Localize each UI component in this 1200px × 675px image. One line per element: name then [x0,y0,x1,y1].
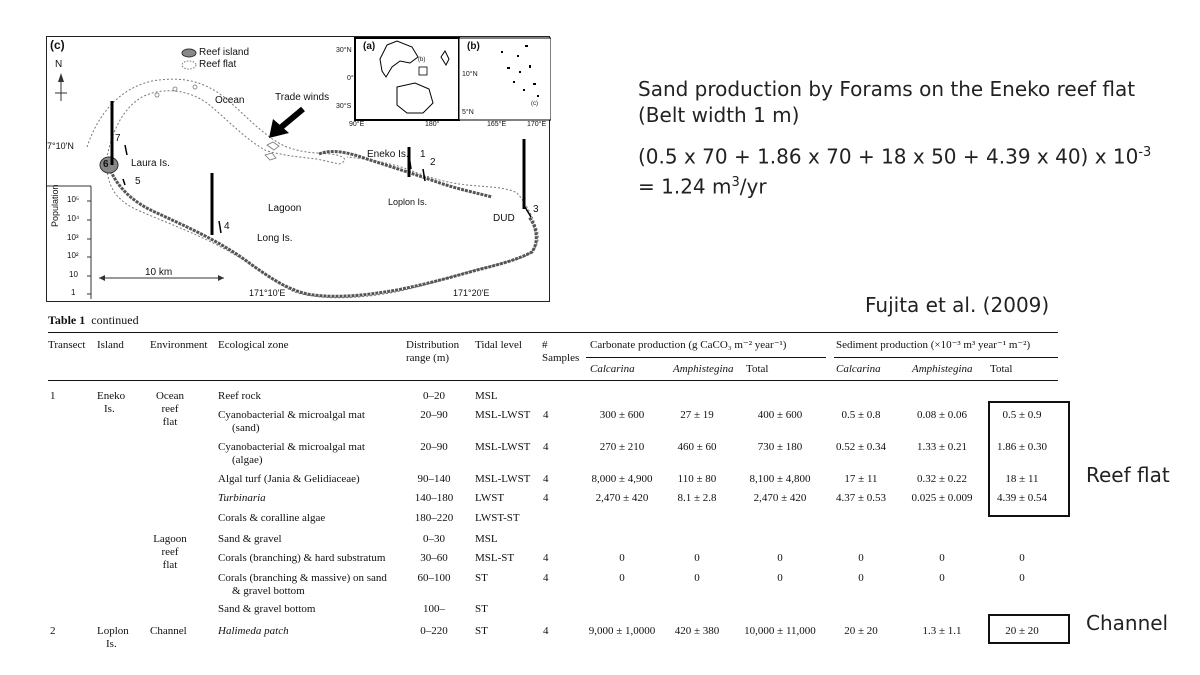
legend-flat-swatch [182,61,196,69]
sed-amphistegina-cell: 1.33 ± 0.21 [916,441,968,453]
header-carb-amphistegina: Amphistegina [673,363,734,375]
pop-tick: 10 [69,270,78,279]
samples-cell: 4 [543,572,549,584]
samples-cell: 4 [543,441,549,453]
zone-cell-2: (algae) [232,454,263,466]
header-carb-total: Total [746,363,769,375]
sed-calcarina-cell: 0.5 ± 0.8 [841,409,881,421]
range-cell: 180–220 [414,512,454,524]
formula-main: (0.5 x 70 + 1.86 x 70 + 18 x 50 + 4.39 x 40) x 10 [638,144,1139,169]
laura-label: Laura Is. [131,158,170,169]
tidal-cell: MSL-LWST [475,441,531,453]
transect-4-label: 4 [224,221,230,232]
inset-b-lat: 5°N [462,109,474,116]
inset-b-label: (b) [467,41,480,52]
ocean-label: Ocean [215,95,245,106]
inset-b-lon: 170°E [527,121,547,128]
inset-a-lat: 0° [347,75,354,82]
tidal-cell: MSL [475,390,498,402]
carb-total-cell: 730 ± 180 [757,441,803,453]
range-cell: 0–20 [423,390,445,402]
result-tail: /yr [739,174,767,199]
inset-a-b-marker: (b) [418,57,426,63]
pop-tick: 10⁴ [67,214,80,223]
transect-3-label: 3 [533,204,539,215]
zone-cell: Corals (branching) & hard substratum [218,552,386,564]
formula-line [638,140,1151,170]
result-main: = 1.24 m [638,174,732,199]
inset-b-c-marker: (c) [531,101,538,107]
zone-cell: Halimeda patch [218,625,289,637]
sed-total-cell: 20 ± 20 [1005,625,1039,637]
tidal-cell: MSL-ST [475,552,515,564]
carb-amphistegina-cell: 27 ± 19 [680,409,714,421]
citation: Fujita et al. (2009) [865,293,1050,317]
latitude-label: 7°10'N [47,141,74,151]
env-ocean-3: flat [162,416,178,428]
range-cell: 100– [423,603,445,615]
range-cell: 20–90 [420,409,448,421]
tidal-cell: LWST-ST [475,512,520,524]
sed-total-cell: 0 [1019,552,1025,564]
inset-a-label: (a) [363,41,376,52]
legend-flat-label: Reef flat [199,59,237,70]
legend-island-label: Reef island [199,47,250,58]
tidal-cell: MSL-LWST [475,473,531,485]
carb-calcarina-cell: 0 [619,552,625,564]
header-sediment: Sediment production (×10⁻³ m³ year⁻¹ m⁻²) [836,339,1031,351]
table-title-bold: Table 1 [48,313,86,327]
slide-formula [638,140,1151,199]
pop-tick: 1 [71,288,76,297]
panel-c-label: (c) [50,38,65,52]
header-sed-total: Total [990,363,1013,375]
lon-label-1: 171°10'E [249,288,286,298]
island-eneko: Eneko [97,390,126,402]
zone-cell: Reef rock [218,390,262,402]
sed-amphistegina-cell: 0.025 ± 0.009 [911,492,973,504]
table-title-rest: continued [91,313,139,327]
range-cell: 60–100 [417,572,451,584]
tidal-cell: ST [475,572,488,584]
transect-6-label: 6 [103,159,109,170]
header-zone: Ecological zone [218,339,289,351]
inset-b-lon: 165°E [487,121,507,128]
trade-winds-label: Trade winds [275,92,330,103]
carb-amphistegina-cell: 8.1 ± 2.8 [677,492,717,504]
carb-calcarina-cell: 2,470 ± 420 [595,492,649,504]
inset-a-lat: 30°N [336,47,352,54]
carb-amphistegina-cell: 420 ± 380 [674,625,720,637]
carb-total-cell: 10,000 ± 11,000 [744,625,816,637]
carb-total-cell: 400 ± 600 [757,409,803,421]
env-lagoon: Lagoon [153,533,187,545]
header-environment: Environment [150,339,208,351]
zone-cell: Cyanobacterial & microalgal mat [218,441,365,453]
table-rule-head [48,380,1058,381]
table-title [48,313,139,328]
sed-total-cell: 18 ± 11 [1005,473,1039,485]
sed-total-cell: 0.5 ± 0.9 [1002,409,1042,421]
env-lagoon-2: reef [161,546,179,558]
table-rule-top [48,332,1058,333]
samples-cell: 4 [543,552,549,564]
carb-calcarina-cell: 270 ± 210 [599,441,645,453]
carb-amphistegina-cell: 110 ± 80 [677,473,717,485]
env-ocean: Ocean [155,390,185,402]
island-loplon-2: Is. [106,638,117,650]
samples-cell: 4 [543,625,549,637]
env-ocean-2: reef [161,403,179,415]
header-carbonate: Carbonate production (g CaCO₃ m⁻² year⁻¹) [590,339,787,351]
legend-island-swatch [182,49,196,57]
samples-cell: 4 [543,473,549,485]
sed-calcarina-cell: 0.52 ± 0.34 [835,441,887,453]
sed-calcarina-cell: 0 [858,572,864,584]
sed-calcarina-cell: 0 [858,552,864,564]
pop-tick: 10³ [67,233,79,242]
pop-tick: 10² [67,251,79,260]
reef-flat-side-label: Reef flat [1086,463,1170,487]
carb-amphistegina-cell: 0 [694,552,700,564]
zone-cell: Sand & gravel [218,533,282,545]
heading-line-2: (Belt width 1 m) [638,103,800,127]
range-cell: 140–180 [414,492,454,504]
lagoon-label: Lagoon [268,203,302,214]
channel-side-label: Channel [1086,611,1169,635]
sed-amphistegina-cell: 0 [939,572,945,584]
range-cell: 0–30 [423,533,445,545]
reef-flat-highlight-box [988,401,1070,517]
zone-cell: Algal turf (Jania & Gelidiaceae) [218,473,360,485]
sed-total-cell: 4.39 ± 0.54 [996,492,1048,504]
sed-calcarina-cell: 17 ± 11 [844,473,878,485]
sed-amphistegina-cell: 0 [939,552,945,564]
header-range-1: Distribution [406,339,460,351]
tidal-cell: ST [475,625,488,637]
carb-total-cell: 8,100 ± 4,800 [749,473,811,485]
inset-a-lon: 180° [425,121,440,128]
sed-amphistegina-cell: 1.3 ± 1.1 [922,625,962,637]
transect-7-label: 7 [115,133,121,144]
zone-cell-2: & gravel bottom [232,585,305,597]
header-carb-calcarina: Calcarina [590,363,635,375]
carb-total-cell: 0 [777,552,783,564]
header-transect: Transect [48,339,86,351]
pop-tick: 10⁵ [67,195,80,204]
range-cell: 90–140 [417,473,451,485]
zone-cell: Corals & coralline algae [218,512,326,524]
inset-a-lon: 90°E [349,121,365,128]
long-island-label: Long Is. [257,233,293,244]
carb-calcarina-cell: 300 ± 600 [599,409,645,421]
tidal-cell: MSL [475,533,498,545]
reef-island-chain [109,167,536,296]
tidal-cell: LWST [475,492,505,504]
carb-total-cell: 0 [777,572,783,584]
eneko-label: Eneko Is. [367,149,409,160]
transect-1-label: 1 [420,149,426,160]
transect-1: 1 [50,390,56,402]
range-cell: 0–220 [420,625,448,637]
sed-calcarina-cell: 20 ± 20 [844,625,878,637]
header-samples-2: Samples [542,352,580,364]
samples-cell: 4 [543,409,549,421]
header-sed-amphistegina: Amphistegina [912,363,973,375]
samples-cell: 4 [543,492,549,504]
result-line [638,170,1151,200]
carb-calcarina-cell: 0 [619,572,625,584]
zone-cell-2: (sand) [232,422,260,434]
carb-amphistegina-cell: 460 ± 60 [677,441,717,453]
env-lagoon-3: flat [162,559,178,571]
loplon-label: Loplon Is. [388,197,428,207]
sed-total-cell: 1.86 ± 0.30 [996,441,1048,453]
env-channel: Channel [150,625,187,637]
island-loplon: Loplon [97,625,129,637]
result-exponent: 3 [731,174,740,190]
zone-cell: Sand & gravel bottom [218,603,316,615]
range-cell: 30–60 [420,552,448,564]
carb-calcarina-cell: 8,000 ± 4,900 [591,473,653,485]
zone-cell: Corals (branching & massive) on sand [218,572,387,584]
north-label: N [55,59,63,70]
carb-total-cell: 2,470 ± 420 [753,492,807,504]
header-samples-1: # [542,339,548,351]
sed-amphistegina-cell: 0.08 ± 0.06 [916,409,968,421]
header-island: Island [97,339,124,351]
tidal-cell: ST [475,603,488,615]
header-sed-calcarina: Calcarina [836,363,881,375]
zone-cell: Turbinaria [218,492,266,504]
lon-label-2: 171°20'E [453,288,490,298]
scale-label: 10 km [145,267,173,278]
inset-b-lat: 10°N [462,71,478,78]
trade-winds-arrow [279,109,303,129]
heading-line-1: Sand production by Forams on the Eneko reef flat [638,77,1136,101]
zone-cell: Cyanobacterial & microalgal mat [218,409,365,421]
inset-a-lat: 30°S [336,103,352,110]
table-rule-sed [834,357,1058,358]
carb-calcarina-cell: 9,000 ± 1,0000 [588,625,656,637]
sed-calcarina-cell: 4.37 ± 0.53 [835,492,887,504]
transect-5-label: 5 [135,176,141,187]
table-rule-carb [586,357,826,358]
channel-highlight-box [988,614,1070,644]
sed-amphistegina-cell: 0.32 ± 0.22 [916,473,968,485]
transect-2: 2 [50,625,56,637]
population-axis-label: Population [50,184,60,227]
transect-2-label: 2 [430,157,436,168]
island-eneko-2: Is. [104,403,115,415]
tidal-cell: MSL-LWST [475,409,531,421]
sed-total-cell: 0 [1019,572,1025,584]
atoll-map-figure [46,36,550,302]
formula-exponent: -3 [1138,145,1152,160]
slide-heading [638,76,1135,128]
range-cell: 20–90 [420,441,448,453]
dud-label: DUD [493,213,515,224]
carb-amphistegina-cell: 0 [694,572,700,584]
header-range-2: range (m) [406,352,450,364]
header-tidal: Tidal level [475,339,522,351]
